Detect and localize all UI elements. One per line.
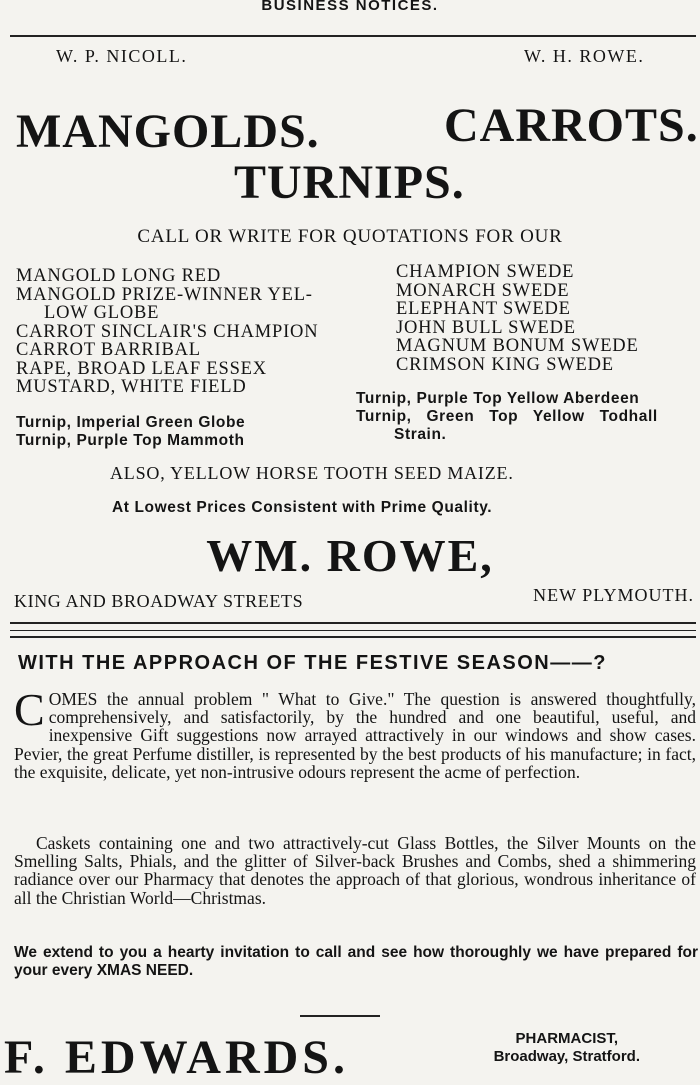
paragraph-text: Caskets containing one and two attractively-cut Glass Bottles, the Silver Mounts on the Smelling Salts, Phials, and the glitter of Silver-back Brushes and Combs, shed a shimmering radiance over our Pharmacy that denotes the approach of that glorious, wondrous inheritance of all the Christian World—Christmas. [14, 833, 696, 908]
list-item: LOW GLOBE [44, 303, 160, 323]
short-rule [300, 1015, 380, 1017]
divider-rule [10, 630, 696, 631]
list-item: CARROT SINCLAIR'S CHAMPION [16, 321, 319, 342]
divider-rule [10, 636, 696, 638]
pharmacy-location: Broadway, Stratford. [493, 1048, 640, 1065]
tagline: At Lowest Prices Consistent with Prime Quality. [112, 499, 493, 516]
list-item: MANGOLD LONG RED [16, 266, 221, 286]
turnip-list-right [356, 390, 658, 444]
turnip-list-left [16, 414, 245, 450]
list-item: Turnip, Purple Top Mammoth [16, 432, 245, 449]
divider-rule [10, 622, 696, 624]
list-item: MANGOLD PRIZE-WINNER YEL- [16, 284, 313, 305]
seed-list-right [396, 263, 639, 374]
paragraph-gifts [14, 684, 696, 782]
festive-headline: WITH THE APPROACH OF THE FESTIVE SEASON——? [18, 652, 607, 674]
list-item: MONARCH SWEDE [396, 280, 570, 301]
agent-right: W. H. ROWE. [524, 46, 645, 66]
list-item: ELEPHANT SWEDE [396, 299, 571, 319]
list-item: MUSTARD, WHITE FIELD [16, 377, 247, 397]
list-item: CHAMPION SWEDE [396, 262, 575, 282]
agent-left: W. P. NICOLL. [56, 46, 188, 66]
pharmacist-label: PHARMACIST, [515, 1030, 619, 1047]
drop-cap: C [14, 684, 45, 735]
paragraph-text: OMES the annual problem " What to Give." The question is answered thoughtfully, comprehensively, and satisfactorily, by the hundred and one beautiful, useful, and inexpensive Gift suggestions now arrayed attractively in our windows and show cases. Pevier, the great Perfume distiller, is represented by the best products of his manufacture; in fact, the exquisite, delicate, yet non-intrusive odours represent the acme of perfection. [14, 689, 696, 782]
address-streets: KING AND BROADWAY STREETS [14, 591, 304, 611]
seed-list-left [16, 267, 318, 397]
list-item: MAGNUM BONUM SWEDE [396, 336, 639, 356]
invitation: We extend to you a hearty invitation to call and see how thoroughly we have prepared for your every XMAS NEED. [14, 944, 698, 979]
paragraph-caskets [14, 834, 696, 907]
merchant-name: WM. ROWE, [206, 530, 494, 581]
pharmacist-block [494, 1030, 640, 1066]
list-item: CARROT BARRIBAL [16, 340, 201, 360]
list-item: Strain. [394, 426, 447, 443]
section-title: BUSINESS NOTICES. [261, 0, 439, 14]
list-item: JOHN BULL SWEDE [396, 317, 576, 338]
headline-turnips: TURNIPS. [234, 156, 465, 209]
quotation-intro: CALL OR WRITE FOR QUOTATIONS FOR OUR [137, 226, 563, 247]
list-item: RAPE, BROAD LEAF ESSEX [16, 358, 267, 379]
list-item: Turnip, Purple Top Yellow Aberdeen [356, 390, 640, 407]
list-item: Turnip, Green Top Yellow Todhall [356, 408, 658, 425]
list-item: CRIMSON KING SWEDE [396, 354, 614, 375]
list-item: Turnip, Imperial Green Globe [16, 414, 246, 431]
header-rule [10, 35, 696, 37]
also-line: ALSO, YELLOW HORSE TOOTH SEED MAIZE. [110, 463, 514, 483]
pharmacy-name: F. EDWARDS. [4, 1031, 349, 1084]
headline-carrots: CARROTS. [444, 99, 699, 152]
address-town: NEW PLYMOUTH. [533, 585, 694, 605]
headline-mangolds: MANGOLDS. [16, 105, 320, 158]
